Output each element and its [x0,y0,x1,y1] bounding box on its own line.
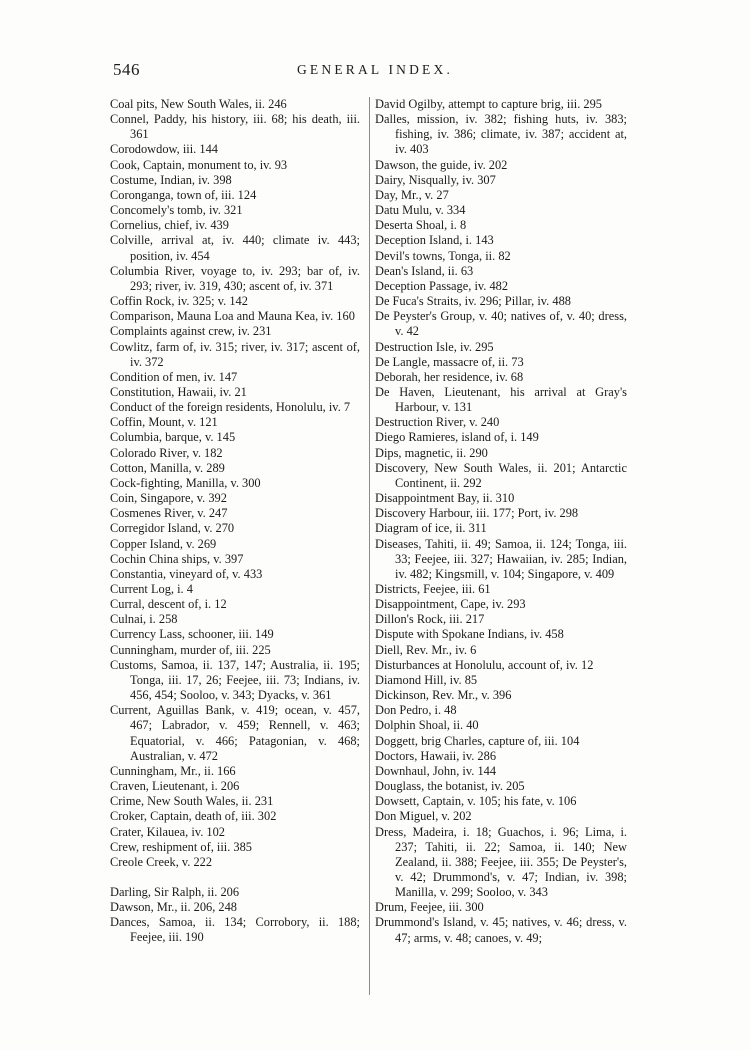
index-entry: Corregidor Island, v. 270 [110,521,235,536]
index-entry: Craven, Lieutenant, i. 206 [110,779,240,794]
index-entry: Currency Lass, schooner, iii. 149 [110,627,274,642]
index-entry: Current, Aguillas Bank, v. 419; ocean, v. 457, 467; Labrador, v. 459; Rennell, v. 463; Equatorial, v. 466; Patagonian, v. 468; Australian, v. 472 [110,703,360,763]
index-entry: Doctors, Hawaii, iv. 286 [375,748,497,763]
index-entry: Diell, Rev. Mr., iv. 6 [375,642,477,657]
index-entry: Douglass, the botanist, iv. 205 [375,779,525,794]
index-entry: Diamond Hill, iv. 85 [375,672,478,687]
index-entry: Columbia, barque, v. 145 [110,430,236,445]
index-entry: Current Log, i. 4 [110,582,193,596]
index-entry: Customs, Samoa, ii. 137, 147; Australia, ii. 195; Tonga, iii. 17, 26; Feejee, iii. 73; Indians, iv. 456, 454; Sooloo, v. 343; Dyacks, v. 361 [110,657,360,703]
index-entry: Creole Creek, v. 222 [110,854,213,869]
index-entry: Cotton, Manilla, v. 289 [110,460,225,475]
index-entry: Cook, Captain, monument to, iv. 93 [110,157,288,172]
index-entry: De Peyster's Group, v. 40; natives of, v. 40; dress, v. 42 [375,309,627,339]
index-entry: Dances, Samoa, ii. 134; Corrobory, ii. 188; Feejee, iii. 190 [110,915,360,945]
index-entry: Deserta Shoal, i. 8 [375,218,467,233]
index-entry: Drum, Feejee, iii. 300 [375,900,484,915]
index-entry: Dolphin Shoal, ii. 40 [375,718,479,733]
index-entry: Dairy, Nisqually, iv. 307 [375,172,496,187]
index-entry: Crime, New South Wales, ii. 231 [110,794,274,809]
index-entry: Coal pits, New South Wales, ii. 246 [110,97,287,111]
index-entry: Corodowdow, iii. 144 [110,142,218,157]
index-entry: De Haven, Lieutenant, his arrival at Gray's Harbour, v. 131 [375,384,627,415]
index-entry: Day, Mr., v. 27 [375,187,449,202]
index-entry: Coin, Singapore, v. 392 [110,491,227,506]
column-divider [369,97,370,995]
index-entry: De Langle, massacre of, ii. 73 [375,354,524,369]
index-entry: Doggett, brig Charles, capture of, iii. 104 [375,733,580,748]
index-entry: Datu Mulu, v. 334 [375,203,466,218]
index-entry: Dispute with Spokane Indians, iv. 458 [375,627,564,642]
index-entry: Don Miguel, v. 202 [375,809,472,824]
index-entry: Dalles, mission, iv. 382; fishing huts, iv. 383; fishing, iv. 386; climate, iv. 387; accident at, iv. 403 [375,112,627,157]
index-entry: Cornelius, chief, iv. 439 [110,218,229,233]
index-entry: Columbia River, voyage to, iv. 293; bar of, iv. 293; river, iv. 319, 430; ascent of, iv. 371 [110,263,360,293]
index-entry: Curral, descent of, i. 12 [110,597,227,612]
index-entry: Deborah, her residence, iv. 68 [375,369,524,384]
index-entry: Disappointment, Cape, iv. 293 [375,597,526,612]
index-entry: Cunningham, murder of, iii. 225 [110,642,271,657]
index-entry: Cochin China ships, v. 397 [110,551,244,566]
index-entry: Connel, Paddy, his history, iii. 68; his death, iii. 361 [110,112,360,142]
index-entry: Dowsett, Captain, v. 105; his fate, v. 106 [375,794,577,809]
index-entry: Diseases, Tahiti, ii. 49; Samoa, ii. 124; Tonga, iii. 33; Feejee, iii. 327; Hawaiian, iv. 285; Indian, iv. 482; Kingsmill, v. 104; Singapore, v. 409 [375,536,627,581]
index-entry: Districts, Feejee, iii. 61 [375,582,491,596]
index-entry: Crew, reshipment of, iii. 385 [110,839,253,854]
index-entry: Drummond's Island, v. 45; natives, v. 46; dress, v. 47; arms, v. 48; canoes, v. 49; [375,915,627,945]
index-entry: Croker, Captain, death of, iii. 302 [110,809,277,824]
index-entry: Cowlitz, farm of, iv. 315; river, iv. 317; ascent of, iv. 372 [110,339,360,369]
index-entry: Comparison, Mauna Loa and Mauna Kea, iv. 160 [110,309,355,324]
index-entry: Deception Island, i. 143 [375,233,494,248]
index-entry: Deception Passage, iv. 482 [375,278,509,293]
index-entry: Diego Ramieres, island of, i. 149 [375,430,539,445]
page-number: 546 [113,60,140,79]
index-entry: Disturbances at Honolulu, account of, iv. 12 [375,657,594,672]
running-head-title: GENERAL INDEX. [296,62,454,77]
index-entry: Condition of men, iv. 147 [110,369,238,384]
index-entry: Coffin Rock, iv. 325; v. 142 [110,294,248,309]
index-entry: Dawson, the guide, iv. 202 [375,157,508,172]
index-entry: Destruction Isle, iv. 295 [375,339,494,354]
index-column-left [110,97,360,946]
index-entry: Dips, magnetic, ii. 290 [375,445,488,460]
index-entry: Conduct of the foreign residents, Honolulu, iv. 7 [110,400,351,415]
index-entry: Don Pedro, i. 48 [375,703,457,718]
index-entry: Diagram of ice, ii. 311 [375,521,487,536]
index-entry: Culnai, i. 258 [110,612,178,627]
index-entry: Colorado River, v. 182 [110,445,223,460]
index-entry: Coronganga, town of, iii. 124 [110,187,257,202]
index-entry: Dillon's Rock, iii. 217 [375,612,485,627]
index-entry: Disappointment Bay, ii. 310 [375,491,515,506]
index-entry: Dean's Island, ii. 63 [375,263,474,278]
index-entry: Complaints against crew, iv. 231 [110,324,272,339]
index-entry: Costume, Indian, iv. 398 [110,172,232,187]
index-entry: Cock-fighting, Manilla, v. 300 [110,475,261,490]
index-entry: Dress, Madeira, i. 18; Guachos, i. 96; Lima, i. 237; Tahiti, ii. 22; Samoa, ii. 140; New Zealand, ii. 388; Feejee, iii. 355; De Peyster's, v. 42; Drummond's, v. 47; Indian, iv. 398; Manilla, v. 299; Sooloo, v. 343 [375,824,627,900]
index-entry: Constantia, vineyard of, v. 433 [110,566,263,581]
index-entry: De Fuca's Straits, iv. 296; Pillar, iv. 488 [375,294,571,309]
index-entry: Downhaul, John, iv. 144 [375,763,497,778]
index-entry: Discovery, New South Wales, ii. 201; Antarctic Continent, ii. 292 [375,460,627,490]
index-entry: Devil's towns, Tonga, ii. 82 [375,248,511,263]
index-entry: Dawson, Mr., ii. 206, 248 [110,900,238,915]
index-entry: David Ogilby, attempt to capture brig, iii. 295 [375,97,602,111]
index-entry: Cunningham, Mr., ii. 166 [110,763,236,778]
index-entry: Cosmenes River, v. 247 [110,506,228,521]
index-entry: Coffin, Mount, v. 121 [110,415,218,430]
index-entry: Darling, Sir Ralph, ii. 206 [110,884,240,899]
index-entry: Concomely's tomb, iv. 321 [110,203,243,218]
index-entry: Constitution, Hawaii, iv. 21 [110,384,247,399]
index-entry: Discovery Harbour, iii. 177; Port, iv. 298 [375,506,579,521]
index-entry: Crater, Kilauea, iv. 102 [110,824,225,839]
index-entry: Copper Island, v. 269 [110,536,217,551]
index-entry: Destruction River, v. 240 [375,415,500,430]
index-entry: Colville, arrival at, iv. 440; climate iv. 443; position, iv. 454 [110,233,360,263]
index-entry: Dickinson, Rev. Mr., v. 396 [375,688,512,703]
index-column-right [375,97,627,946]
